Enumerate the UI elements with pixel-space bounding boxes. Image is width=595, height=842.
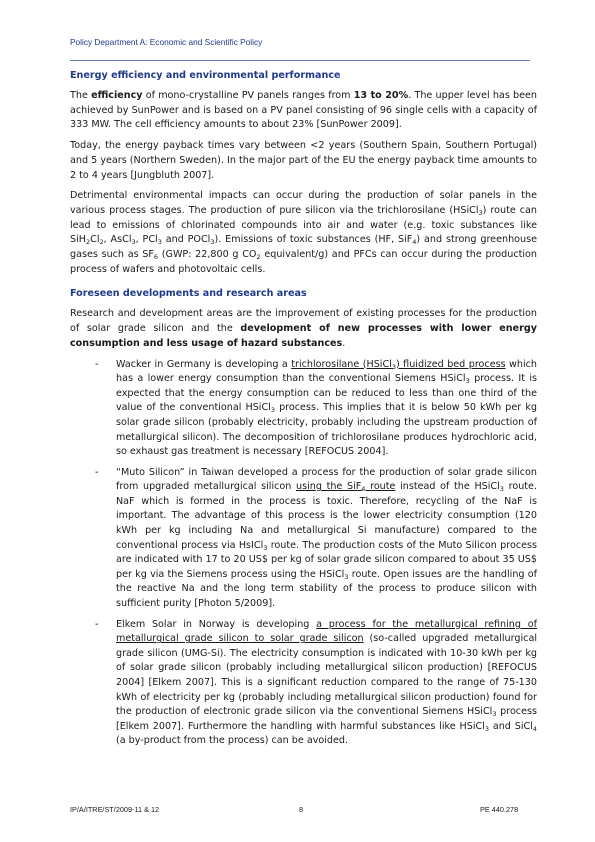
paragraph-research-intro: Research and development areas are the improvement of existing processes for the production of solar grade silicon and the development of new processes with lower energy consumption and less usage of hazard substances. bbox=[70, 308, 537, 349]
running-header: Policy Department A: Economic and Scientific Policy bbox=[70, 37, 263, 47]
list-item-muto-silicon: - “Muto Silicon” in Taiwan developed a process for the production of solar grade silicon from upgraded metallurgical silicon using the SiF$_4$ route instead of the HSiCl$_3$ route. NaF which is formed in the process is toxic. Therefore, recycling of the NaF is important. The advantage of this process is the lower electricity consumption (120 kWh per kg including Na and metallurgical Si manufacture) compared to the conventional process via HsICl$_3$ route. The production costs of the Muto Silicon process are indicated with 17 to 20 US$ per kg of solar grade silicon compared to about 35 US$ per kg via the Siemens process using the HSiCl$_3$ route. Open issues are the handling of the reactive Na and the long term stability of the process to produce silicon with sufficient purity [Photon 5/2009]. bbox=[95, 466, 538, 610]
paragraph-payback: Today, the energy payback times vary between <2 years (Southern Spain, Southern Portugal) and 5 years (Northern Sweden). In the major part of the EU the energy payback time amounts to 2 to 4 years [Jungbluth 2007]. bbox=[70, 140, 537, 181]
bullet-dash: - bbox=[95, 358, 99, 370]
bullet-dash: - bbox=[95, 618, 99, 630]
section-heading-research-areas: Foreseen developments and research areas bbox=[70, 288, 307, 300]
footer-page-number: 8 bbox=[299, 805, 304, 814]
header-divider bbox=[70, 60, 530, 61]
inline-link-text: a process for the metallurgical refining of metallurgical grade silicon to solar grade silicon bbox=[116, 618, 537, 645]
list-item-elkem-solar: - Elkem Solar in Norway is developing a process for the metallurgical refining of metallurgical grade silicon to solar grade silicon (so-called upgraded metallurgical grade silicon (UMG-Si). The electricity consumption is indicated with 10-30 kWh per kg of solar grade silicon (probably including metallurgical silicon production) [REFOCUS 2004] [Elkem 2007]. This is a significant reduction compared to the range of 75-130 kWh of electricity per kg (probably including metallurgical silicon production) found for the production of electronic grade silicon via the conventional Siemens HSiCl$_3$ process [Elkem 2007]. Furthermore the handling with harmful substances like HSiCl$_3$ and SiCl$_4$ (a by-product from the process) can be avoided. bbox=[95, 618, 537, 747]
inline-link-text: trichlorosilane (HSiCl$_3$) fluidized bed process bbox=[291, 358, 506, 371]
bullet-dash: - bbox=[95, 466, 99, 478]
development-list bbox=[70, 358, 537, 749]
paragraph-environmental-impacts: Detrimental environmental impacts can occur during the production of solar panels in the various process stages. The production of pure silicon via the trichlorosilane (HSiCl$_3$) route can lead to emissions of chlorinated compounds into air and water (e.g. toxic substances like $SiH_2Cl_2$, AsCl$_3$, PCl$_3$ and POCl$_3$). Emissions of toxic substances (HF, SiF$_4$) and strong greenhouse gases such as $SF_6$ (GWP: 22,800 g $CO_2$ equivalent/g) and PFCs can occur during the production process of wafers and photovoltaic cells. bbox=[70, 190, 538, 275]
inline-link-text: using the SiF$_4$ route bbox=[296, 481, 396, 494]
footer-document-id: IP/A/ITRE/ST/2009-11 & 12 bbox=[70, 805, 160, 814]
footer-reference: PE 440.278 bbox=[480, 805, 519, 814]
section-heading-energy-efficiency: Energy efficiency and environmental performance bbox=[70, 70, 341, 81]
page-body bbox=[70, 69, 537, 755]
paragraph-efficiency: The efficiency of mono-crystalline PV panels ranges from 13 to 20%. The upper level has been achieved by SunPower and is based on a PV panel consisting of 96 single cells with a capacity of 333 MW. The cell efficiency amounts to about 23% [SunPower 2009]. bbox=[70, 90, 537, 131]
list-item-wacker: - Wacker in Germany is developing a trichlorosilane (HSiCl$_3$) fluidized bed process which has a lower energy consumption than the conventional Siemens HSiCl$_3$ process. It is expected that the energy consumption can be reduced to less than one third of the value of the conventional HSiCl$_3$ process. This implies that it is below 50 kWh per kg solar grade silicon (probably electricity, probably including the upstream production of metallurgical silicon). The decomposition of trichlorosilane produces hydrochloric acid, so exhaust gas treatment is necessary [REFOCUS 2004]. bbox=[95, 358, 537, 458]
